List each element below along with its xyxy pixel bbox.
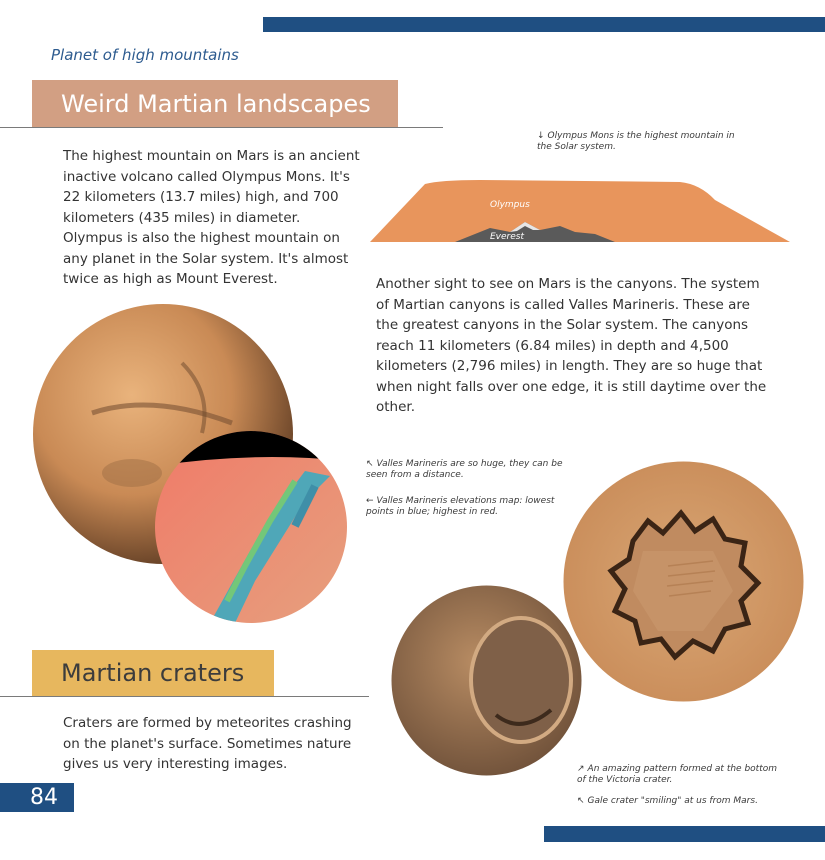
heading-landscapes: Weird Martian landscapes <box>32 80 398 128</box>
valles-marineris-map-image <box>155 431 347 623</box>
paragraph-canyons: Another sight to see on Mars is the canyons. The system of Martian canyons is called Valles Marineris. These are the greatest canyons in the Solar system. The canyons reach 11 kilometers (6.84 miles) in depth and 4,500 kilometers (2,796 miles) in length. They are so huge that when night falls over one edge, it is still daytime over the other. <box>376 276 767 415</box>
heading-craters: Martian craters <box>32 650 274 696</box>
caption-olympus <box>537 131 737 153</box>
arrow-up-left-icon: ↖ <box>577 796 585 806</box>
diagram-label-everest: Everest <box>490 232 525 242</box>
heading-landscapes-rule <box>0 127 443 128</box>
caption-gale-text: Gale crater "smiling" at us from Mars. <box>587 796 758 806</box>
top-accent-bar <box>263 17 825 32</box>
caption-olympus-text: Olympus Mons is the highest mountain in the Solar system. <box>537 131 735 152</box>
paragraph-craters: Craters are formed by meteorites crashing on the planet's surface. Sometimes nature gives us very interesting images. <box>63 715 352 772</box>
section-label: Planet of high mountains <box>51 46 239 64</box>
olympus-everest-diagram <box>370 178 790 244</box>
gale-crater-image <box>391 585 582 776</box>
paragraph-olympus: The highest mountain on Mars is an ancient inactive volcano called Olympus Mons. It's 22 kilometers (13.7 miles) high, and 700 kilometers (435 miles) in diameter. Olympus is also the highest mountain on any planet in the Solar system. It's almost twice as high as Mount Everest. <box>63 148 360 287</box>
victoria-crater-image <box>563 461 804 702</box>
bottom-accent-bar <box>544 826 825 842</box>
caption-valles-map <box>366 496 566 518</box>
caption-valles-huge <box>366 459 566 481</box>
arrow-down-icon: ↓ <box>537 131 545 141</box>
caption-valles-map-text: Valles Marineris elevations map: lowest points in blue; highest in red. <box>366 496 555 517</box>
arrow-left-icon: ← <box>366 496 374 506</box>
diagram-label-olympus: Olympus <box>490 200 530 210</box>
page-number: 84 <box>0 783 74 812</box>
caption-gale <box>577 796 777 807</box>
heading-craters-rule <box>0 696 369 697</box>
arrow-up-left-icon: ↖ <box>366 459 374 469</box>
arrow-up-right-icon: ↗ <box>577 764 585 774</box>
caption-valles-huge-text: Valles Marineris are so huge, they can be seen from a distance. <box>366 459 563 480</box>
caption-victoria <box>577 764 777 786</box>
caption-victoria-text: An amazing pattern formed at the bottom of the Victoria crater. <box>577 764 777 785</box>
